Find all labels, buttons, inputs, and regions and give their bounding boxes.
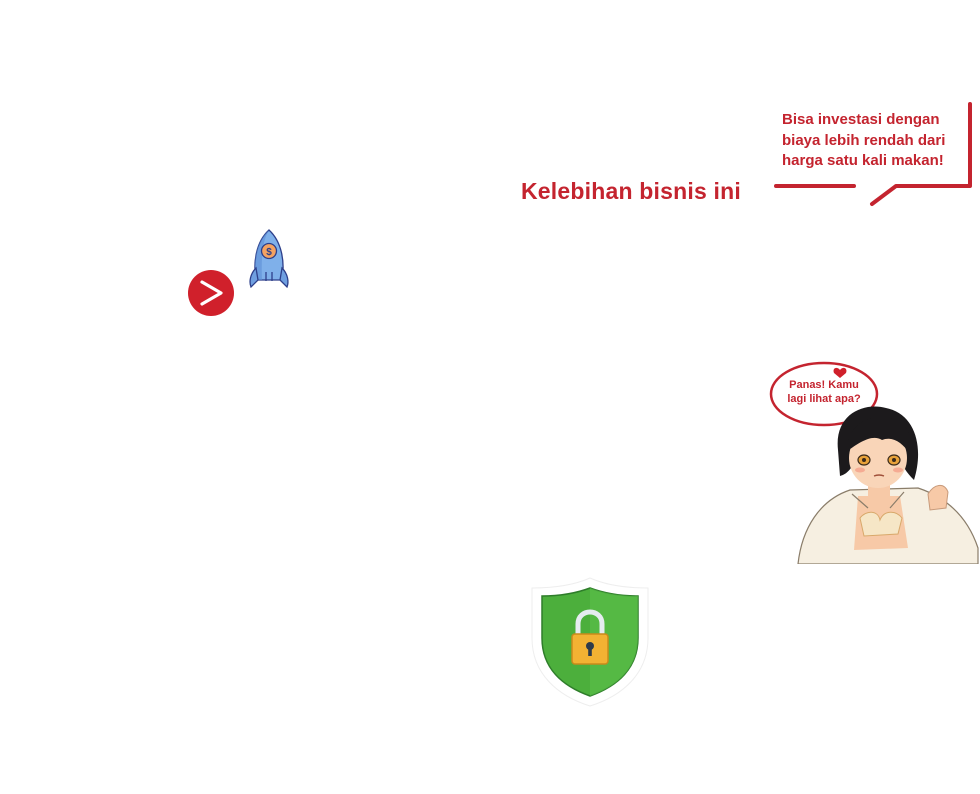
mascot-speech-line: Panas! Kamu [789,379,859,391]
chevron-right-icon [188,270,234,316]
security-shield-icon [530,576,650,713]
speech-bubble-line: Bisa investasi dengan [782,111,940,128]
speech-bubble-line: harga satu kali makan! [782,152,944,169]
rocket-icon [248,228,292,295]
mascot-speech-text [776,378,872,406]
rocket-dollar-symbol: $ [266,247,272,258]
speech-bubble-text [782,110,968,172]
speech-bubble-line: biaya lebih rendah dari [782,131,946,149]
mascot-speech-line: lagi lihat apa? [787,393,861,405]
next-button[interactable] [188,270,234,316]
mascot-illustration [768,358,980,564]
speech-bubble-cheap-investment [774,100,974,208]
section-title: Kelebihan bisnis ini [521,178,741,204]
